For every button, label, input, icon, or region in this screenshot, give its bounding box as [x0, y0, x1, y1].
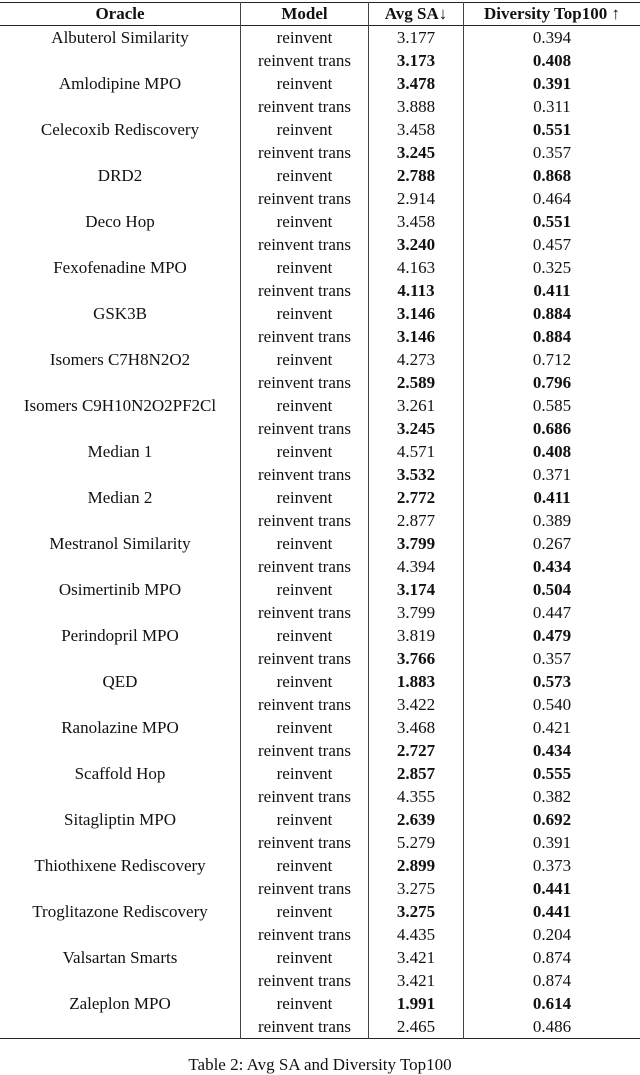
- model-cell: reinvent: [241, 532, 369, 555]
- model-cell: reinvent: [241, 440, 369, 463]
- diversity-cell: 0.884: [464, 302, 640, 325]
- oracle-cell: Amlodipine MPO: [0, 72, 241, 95]
- model-cell: reinvent: [241, 164, 369, 187]
- table-row: [0, 440, 640, 463]
- diversity-cell: 0.408: [464, 440, 640, 463]
- model-cell: reinvent trans: [241, 187, 369, 210]
- diversity-cell: 0.464: [464, 187, 640, 210]
- oracle-cell: QED: [0, 670, 241, 693]
- avg-sa-cell: 2.589: [369, 371, 464, 394]
- diversity-cell: 0.394: [464, 26, 640, 50]
- table-row: [0, 187, 640, 210]
- diversity-cell: 0.884: [464, 325, 640, 348]
- diversity-cell: 0.382: [464, 785, 640, 808]
- model-cell: reinvent trans: [241, 831, 369, 854]
- oracle-cell: [0, 233, 241, 256]
- diversity-cell: 0.434: [464, 739, 640, 762]
- oracle-cell: Albuterol Similarity: [0, 26, 241, 50]
- avg-sa-cell: 3.799: [369, 601, 464, 624]
- diversity-cell: 0.441: [464, 900, 640, 923]
- avg-sa-cell: 3.421: [369, 969, 464, 992]
- table-row: [0, 509, 640, 532]
- table-row: [0, 371, 640, 394]
- model-cell: reinvent trans: [241, 693, 369, 716]
- model-cell: reinvent: [241, 26, 369, 50]
- model-cell: reinvent trans: [241, 371, 369, 394]
- model-cell: reinvent: [241, 578, 369, 601]
- diversity-cell: 0.555: [464, 762, 640, 785]
- table-row: [0, 486, 640, 509]
- table-row: [0, 141, 640, 164]
- diversity-cell: 0.391: [464, 72, 640, 95]
- diversity-cell: 0.796: [464, 371, 640, 394]
- oracle-cell: [0, 923, 241, 946]
- diversity-cell: 0.686: [464, 417, 640, 440]
- table-row: [0, 762, 640, 785]
- table-row: [0, 624, 640, 647]
- model-cell: reinvent: [241, 992, 369, 1015]
- diversity-cell: 0.692: [464, 808, 640, 831]
- table-row: [0, 210, 640, 233]
- model-cell: reinvent: [241, 348, 369, 371]
- avg-sa-cell: 4.435: [369, 923, 464, 946]
- oracle-cell: Isomers C9H10N2O2PF2Cl: [0, 394, 241, 417]
- diversity-cell: 0.486: [464, 1015, 640, 1039]
- avg-sa-cell: 3.146: [369, 302, 464, 325]
- model-cell: reinvent trans: [241, 739, 369, 762]
- table-row: [0, 946, 640, 969]
- model-cell: reinvent: [241, 486, 369, 509]
- diversity-cell: 0.874: [464, 969, 640, 992]
- diversity-cell: 0.504: [464, 578, 640, 601]
- avg-sa-cell: 3.173: [369, 49, 464, 72]
- oracle-cell: Valsartan Smarts: [0, 946, 241, 969]
- avg-sa-cell: 3.245: [369, 417, 464, 440]
- table-row: [0, 785, 640, 808]
- model-cell: reinvent trans: [241, 417, 369, 440]
- model-cell: reinvent: [241, 900, 369, 923]
- avg-sa-cell: 3.532: [369, 463, 464, 486]
- table-row: [0, 463, 640, 486]
- table-row: [0, 49, 640, 72]
- model-cell: reinvent: [241, 118, 369, 141]
- model-cell: reinvent trans: [241, 141, 369, 164]
- model-cell: reinvent: [241, 946, 369, 969]
- header-model: Model: [241, 3, 369, 26]
- table-row: [0, 233, 640, 256]
- avg-sa-cell: 3.245: [369, 141, 464, 164]
- oracle-cell: Zaleplon MPO: [0, 992, 241, 1015]
- avg-sa-cell: 3.799: [369, 532, 464, 555]
- oracle-cell: DRD2: [0, 164, 241, 187]
- avg-sa-cell: 2.639: [369, 808, 464, 831]
- diversity-cell: 0.585: [464, 394, 640, 417]
- table-row: [0, 325, 640, 348]
- oracle-cell: Ranolazine MPO: [0, 716, 241, 739]
- avg-sa-cell: 2.857: [369, 762, 464, 785]
- oracle-cell: [0, 325, 241, 348]
- diversity-cell: 0.868: [464, 164, 640, 187]
- diversity-cell: 0.874: [464, 946, 640, 969]
- model-cell: reinvent trans: [241, 463, 369, 486]
- avg-sa-cell: 4.571: [369, 440, 464, 463]
- avg-sa-cell: 4.273: [369, 348, 464, 371]
- table-row: [0, 555, 640, 578]
- header-oracle: Oracle: [0, 3, 241, 26]
- oracle-cell: GSK3B: [0, 302, 241, 325]
- table-row: [0, 256, 640, 279]
- avg-sa-cell: 2.465: [369, 1015, 464, 1039]
- model-cell: reinvent: [241, 854, 369, 877]
- oracle-cell: [0, 877, 241, 900]
- model-cell: reinvent trans: [241, 49, 369, 72]
- oracle-cell: [0, 739, 241, 762]
- oracle-cell: Fexofenadine MPO: [0, 256, 241, 279]
- oracle-cell: [0, 95, 241, 118]
- table-row: [0, 992, 640, 1015]
- table-row: [0, 900, 640, 923]
- oracle-cell: [0, 279, 241, 302]
- oracle-cell: [0, 969, 241, 992]
- oracle-cell: Celecoxib Rediscovery: [0, 118, 241, 141]
- avg-sa-cell: 3.261: [369, 394, 464, 417]
- table-row: [0, 532, 640, 555]
- oracle-cell: [0, 601, 241, 624]
- avg-sa-cell: 4.113: [369, 279, 464, 302]
- diversity-cell: 0.441: [464, 877, 640, 900]
- model-cell: reinvent: [241, 210, 369, 233]
- diversity-cell: 0.614: [464, 992, 640, 1015]
- oracle-cell: [0, 49, 241, 72]
- table-row: [0, 854, 640, 877]
- table-row: [0, 739, 640, 762]
- oracle-cell: [0, 417, 241, 440]
- table-row: [0, 716, 640, 739]
- oracle-cell: [0, 509, 241, 532]
- table-row: [0, 808, 640, 831]
- table-caption: Table 2: Avg SA and Diversity Top100: [0, 1055, 640, 1075]
- avg-sa-cell: 3.174: [369, 578, 464, 601]
- avg-sa-cell: 3.422: [369, 693, 464, 716]
- oracle-cell: [0, 785, 241, 808]
- model-cell: reinvent trans: [241, 647, 369, 670]
- results-table: [0, 2, 640, 1039]
- oracle-cell: Median 2: [0, 486, 241, 509]
- oracle-cell: [0, 187, 241, 210]
- model-cell: reinvent trans: [241, 969, 369, 992]
- avg-sa-cell: 5.279: [369, 831, 464, 854]
- avg-sa-cell: 3.458: [369, 210, 464, 233]
- oracle-cell: [0, 1015, 241, 1039]
- avg-sa-cell: 2.788: [369, 164, 464, 187]
- avg-sa-cell: 3.275: [369, 900, 464, 923]
- header-avg-sa: Avg SA↓: [369, 3, 464, 26]
- table-row: [0, 670, 640, 693]
- avg-sa-cell: 3.146: [369, 325, 464, 348]
- model-cell: reinvent: [241, 394, 369, 417]
- avg-sa-cell: 3.421: [369, 946, 464, 969]
- diversity-cell: 0.371: [464, 463, 640, 486]
- avg-sa-cell: 3.478: [369, 72, 464, 95]
- oracle-cell: [0, 647, 241, 670]
- model-cell: reinvent trans: [241, 279, 369, 302]
- table-row: [0, 72, 640, 95]
- model-cell: reinvent trans: [241, 601, 369, 624]
- diversity-cell: 0.408: [464, 49, 640, 72]
- model-cell: reinvent trans: [241, 923, 369, 946]
- oracle-cell: Troglitazone Rediscovery: [0, 900, 241, 923]
- model-cell: reinvent trans: [241, 877, 369, 900]
- oracle-cell: Osimertinib MPO: [0, 578, 241, 601]
- oracle-cell: Isomers C7H8N2O2: [0, 348, 241, 371]
- avg-sa-cell: 1.883: [369, 670, 464, 693]
- table-row: [0, 164, 640, 187]
- oracle-cell: [0, 463, 241, 486]
- model-cell: reinvent: [241, 762, 369, 785]
- diversity-cell: 0.479: [464, 624, 640, 647]
- diversity-cell: 0.204: [464, 923, 640, 946]
- oracle-cell: Scaffold Hop: [0, 762, 241, 785]
- oracle-cell: Sitagliptin MPO: [0, 808, 241, 831]
- model-cell: reinvent trans: [241, 325, 369, 348]
- oracle-cell: [0, 693, 241, 716]
- model-cell: reinvent: [241, 302, 369, 325]
- table-row: [0, 693, 640, 716]
- avg-sa-cell: 3.819: [369, 624, 464, 647]
- avg-sa-cell: 4.163: [369, 256, 464, 279]
- table-row: [0, 601, 640, 624]
- avg-sa-cell: 4.355: [369, 785, 464, 808]
- oracle-cell: Deco Hop: [0, 210, 241, 233]
- diversity-cell: 0.389: [464, 509, 640, 532]
- avg-sa-cell: 3.177: [369, 26, 464, 50]
- diversity-cell: 0.573: [464, 670, 640, 693]
- table-row: [0, 1015, 640, 1039]
- diversity-cell: 0.357: [464, 141, 640, 164]
- diversity-cell: 0.325: [464, 256, 640, 279]
- diversity-cell: 0.411: [464, 486, 640, 509]
- model-cell: reinvent trans: [241, 555, 369, 578]
- model-cell: reinvent: [241, 256, 369, 279]
- header-row: [0, 3, 640, 26]
- avg-sa-cell: 3.766: [369, 647, 464, 670]
- diversity-cell: 0.391: [464, 831, 640, 854]
- oracle-cell: [0, 141, 241, 164]
- diversity-cell: 0.357: [464, 647, 640, 670]
- table-row: [0, 969, 640, 992]
- oracle-cell: Median 1: [0, 440, 241, 463]
- avg-sa-cell: 2.914: [369, 187, 464, 210]
- model-cell: reinvent trans: [241, 95, 369, 118]
- table-row: [0, 348, 640, 371]
- diversity-cell: 0.267: [464, 532, 640, 555]
- avg-sa-cell: 2.727: [369, 739, 464, 762]
- model-cell: reinvent: [241, 808, 369, 831]
- avg-sa-cell: 3.458: [369, 118, 464, 141]
- model-cell: reinvent trans: [241, 233, 369, 256]
- oracle-cell: [0, 831, 241, 854]
- table-row: [0, 118, 640, 141]
- diversity-cell: 0.447: [464, 601, 640, 624]
- diversity-cell: 0.373: [464, 854, 640, 877]
- table-row: [0, 923, 640, 946]
- oracle-cell: [0, 555, 241, 578]
- avg-sa-cell: 2.899: [369, 854, 464, 877]
- table-row: [0, 647, 640, 670]
- model-cell: reinvent: [241, 624, 369, 647]
- table-row: [0, 26, 640, 50]
- oracle-cell: Mestranol Similarity: [0, 532, 241, 555]
- table-row: [0, 877, 640, 900]
- avg-sa-cell: 1.991: [369, 992, 464, 1015]
- diversity-cell: 0.551: [464, 210, 640, 233]
- avg-sa-cell: 3.275: [369, 877, 464, 900]
- table-row: [0, 417, 640, 440]
- table-row: [0, 95, 640, 118]
- avg-sa-cell: 3.468: [369, 716, 464, 739]
- diversity-cell: 0.311: [464, 95, 640, 118]
- table-row: [0, 279, 640, 302]
- diversity-cell: 0.540: [464, 693, 640, 716]
- avg-sa-cell: 2.772: [369, 486, 464, 509]
- model-cell: reinvent: [241, 72, 369, 95]
- avg-sa-cell: 4.394: [369, 555, 464, 578]
- diversity-cell: 0.712: [464, 348, 640, 371]
- table-row: [0, 394, 640, 417]
- avg-sa-cell: 3.888: [369, 95, 464, 118]
- table-row: [0, 831, 640, 854]
- diversity-cell: 0.421: [464, 716, 640, 739]
- diversity-cell: 0.457: [464, 233, 640, 256]
- diversity-cell: 0.551: [464, 118, 640, 141]
- avg-sa-cell: 3.240: [369, 233, 464, 256]
- model-cell: reinvent: [241, 716, 369, 739]
- oracle-cell: [0, 371, 241, 394]
- model-cell: reinvent: [241, 670, 369, 693]
- oracle-cell: Perindopril MPO: [0, 624, 241, 647]
- table-row: [0, 302, 640, 325]
- avg-sa-cell: 2.877: [369, 509, 464, 532]
- diversity-cell: 0.434: [464, 555, 640, 578]
- model-cell: reinvent trans: [241, 509, 369, 532]
- header-diversity: Diversity Top100 ↑: [464, 3, 640, 26]
- model-cell: reinvent trans: [241, 785, 369, 808]
- table-row: [0, 578, 640, 601]
- oracle-cell: Thiothixene Rediscovery: [0, 854, 241, 877]
- model-cell: reinvent trans: [241, 1015, 369, 1039]
- diversity-cell: 0.411: [464, 279, 640, 302]
